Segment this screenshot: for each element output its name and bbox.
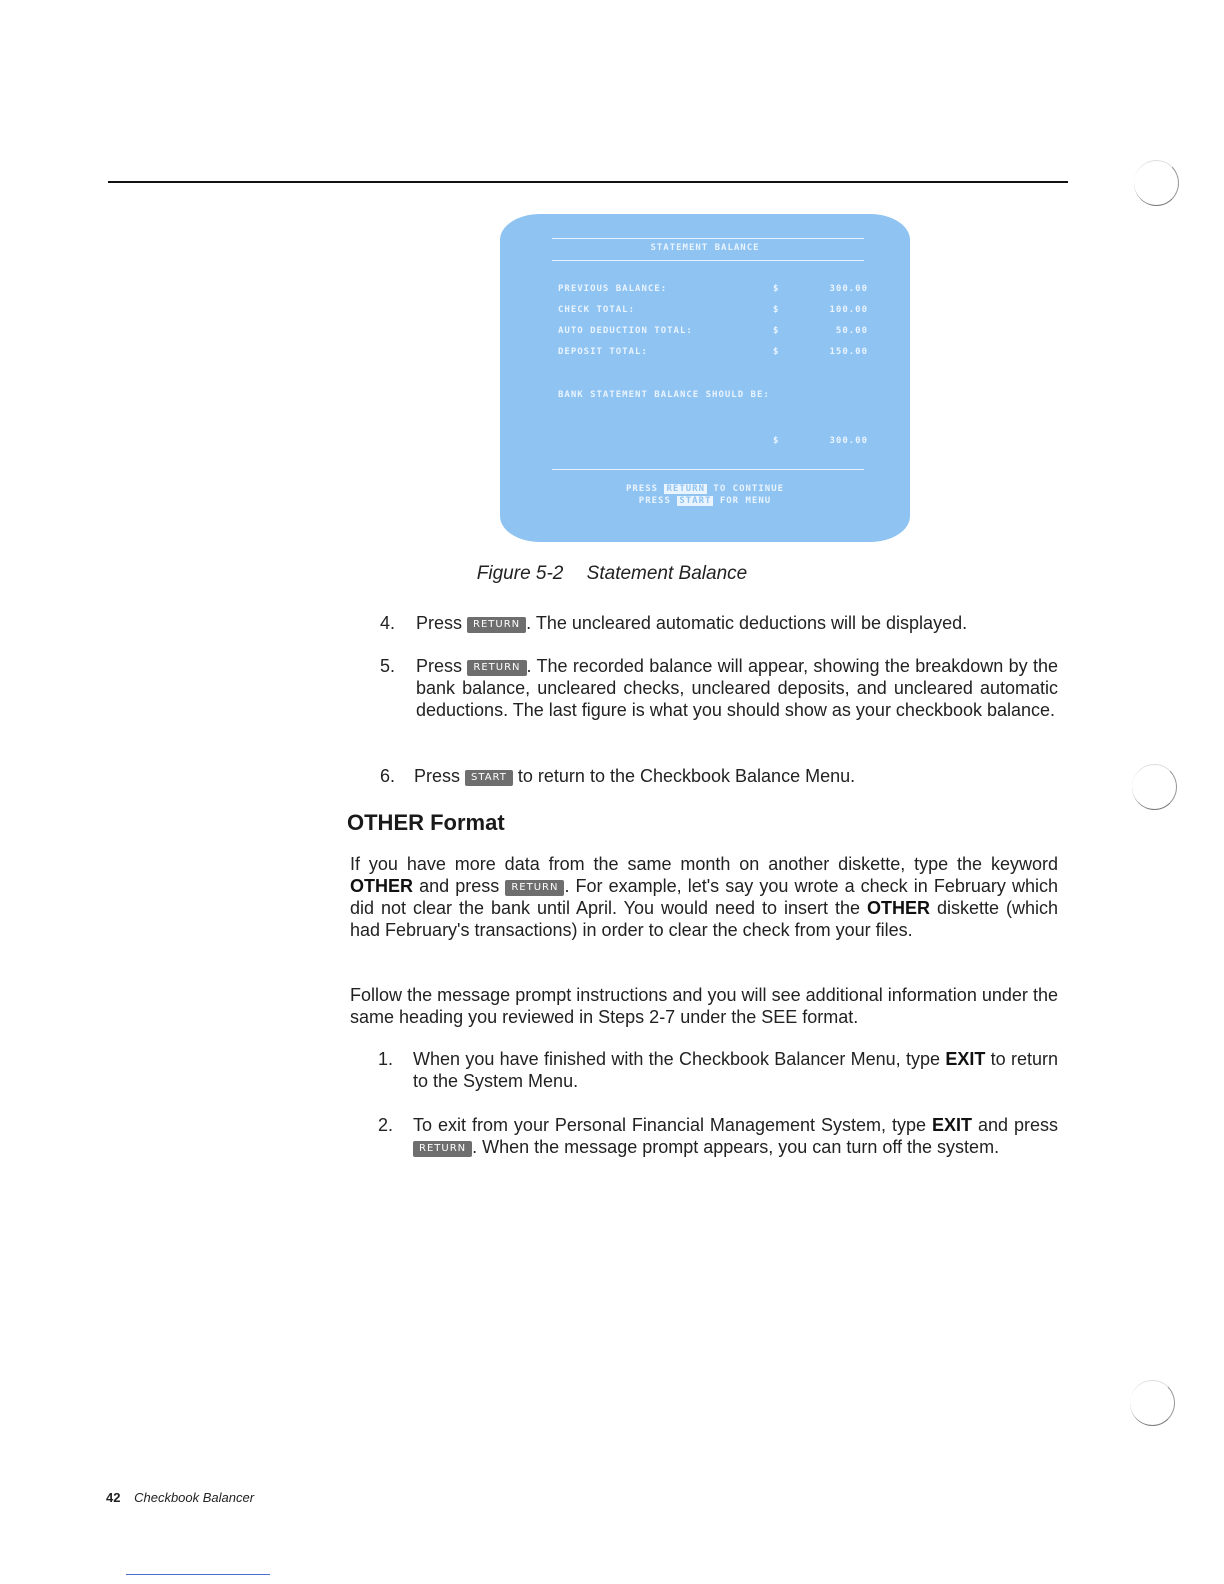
step-text-part: . When the message prompt appears, you can turn off the system. — [472, 1137, 1000, 1157]
step-number: 5. — [380, 656, 396, 676]
press-text: PRESS — [625, 484, 659, 494]
keyword-exit: EXIT — [931, 1115, 972, 1135]
step-text-part: When you have finished with the Checkbook Balancer Menu, type — [413, 1049, 940, 1069]
row-amount: 100.00 — [829, 305, 868, 315]
section-heading: OTHER Format — [347, 810, 505, 835]
result-currency: $ — [773, 436, 780, 446]
return-key: RETURN — [467, 660, 526, 676]
screen-result-row — [558, 436, 868, 450]
row-label: AUTO DEDUCTION TOTAL: — [558, 326, 693, 336]
step-text — [413, 1114, 1058, 1158]
screen-row — [558, 305, 868, 319]
step-text — [416, 655, 1058, 721]
step-text-part: and press — [977, 1115, 1058, 1135]
top-rule — [108, 181, 1068, 183]
row-currency: $ — [773, 284, 780, 294]
step-text — [414, 765, 1060, 787]
step-number: 2. — [378, 1115, 394, 1135]
step-post: to return to the Checkbook Balance Menu. — [517, 766, 856, 786]
step-post: . The recorded balance will appear, showing the breakdown by the bank balance, uncleared checks, uncleared deposits, and uncleared automatic deductions. The last figure is what you should show as your checkbook balance. — [416, 656, 1058, 720]
screen-rule-bottom — [552, 469, 864, 470]
screen-message: BANK STATEMENT BALANCE SHOULD BE: — [558, 390, 770, 400]
step-pre: Press — [416, 656, 463, 676]
row-amount: 300.00 — [829, 284, 868, 294]
screen-row — [558, 347, 868, 361]
step-text-part: to return to the System Menu. — [413, 1049, 1058, 1091]
screen-menu-line — [500, 496, 910, 506]
keyword-other: OTHER — [866, 898, 930, 918]
step-pre: Press — [414, 766, 461, 786]
return-key: RETURN — [467, 617, 526, 633]
result-amount: 300.00 — [829, 436, 868, 446]
return-key: RETURN — [413, 1141, 472, 1157]
row-amount: 50.00 — [835, 326, 868, 336]
punch-hole-middle — [1132, 764, 1177, 810]
follow-paragraph: Follow the message prompt instructions and you will see additional information under the same heading you reviewed in Steps 2-7 under the SEE format. — [350, 985, 1058, 1027]
chapter-title: Checkbook Balancer — [134, 1490, 255, 1505]
continue-text: TO CONTINUE — [713, 484, 785, 494]
page-number: 42 — [106, 1490, 121, 1505]
return-key-label: RETURN — [666, 484, 705, 494]
start-key: START — [465, 770, 513, 786]
row-amount: 150.00 — [829, 347, 868, 357]
step-number: 1. — [378, 1049, 394, 1069]
step-pre: Press — [416, 613, 463, 633]
step-number: 6. — [380, 766, 396, 786]
screen-rule-title — [552, 260, 864, 261]
punch-hole-top — [1134, 160, 1179, 206]
menu-text: FOR MENU — [719, 496, 772, 506]
return-key: RETURN — [505, 880, 564, 896]
para-text: diskette (which had February's transactions) in order to clear the check from your files. — [350, 898, 1058, 940]
para-text: . For example, let's say you wrote a check in February which did not clear the bank until April. You would need to insert the — [350, 876, 1058, 918]
press-text: PRESS — [638, 496, 671, 506]
other-format-paragraph — [350, 853, 1058, 941]
para-text: If you have more data from the same month on another diskette, type the keyword — [350, 854, 1058, 874]
screen-row — [558, 284, 868, 298]
bottom-rule — [126, 1574, 270, 1575]
row-label: PREVIOUS BALANCE: — [558, 284, 668, 294]
step-text — [413, 1048, 1058, 1092]
keyword-exit: EXIT — [945, 1049, 986, 1069]
screen-continue-line — [500, 484, 910, 494]
row-label: DEPOSIT TOTAL: — [558, 347, 648, 357]
start-key-label: START — [679, 496, 712, 506]
step-number: 4. — [380, 613, 396, 633]
statement-balance-screen — [500, 214, 910, 542]
row-currency: $ — [773, 305, 780, 315]
row-currency: $ — [773, 347, 780, 357]
step-text-part: To exit from your Personal Financial Management System, type — [413, 1115, 926, 1135]
step-text — [416, 612, 1060, 634]
para-text: and press — [419, 876, 500, 896]
keyword-other: OTHER — [350, 876, 413, 896]
figure-title: Statement Balance — [586, 563, 748, 584]
row-label: CHECK TOTAL: — [558, 305, 636, 315]
screen-row — [558, 326, 868, 340]
punch-hole-bottom — [1130, 1380, 1175, 1426]
step-post: . The uncleared automatic deductions will be displayed. — [526, 613, 968, 633]
page-footer — [106, 1490, 254, 1505]
row-currency: $ — [773, 326, 780, 336]
figure-caption — [0, 563, 1224, 585]
screen-rule-top — [552, 238, 864, 239]
figure-number: Figure 5-2 — [476, 563, 564, 584]
screen-title: STATEMENT BALANCE — [650, 243, 760, 253]
